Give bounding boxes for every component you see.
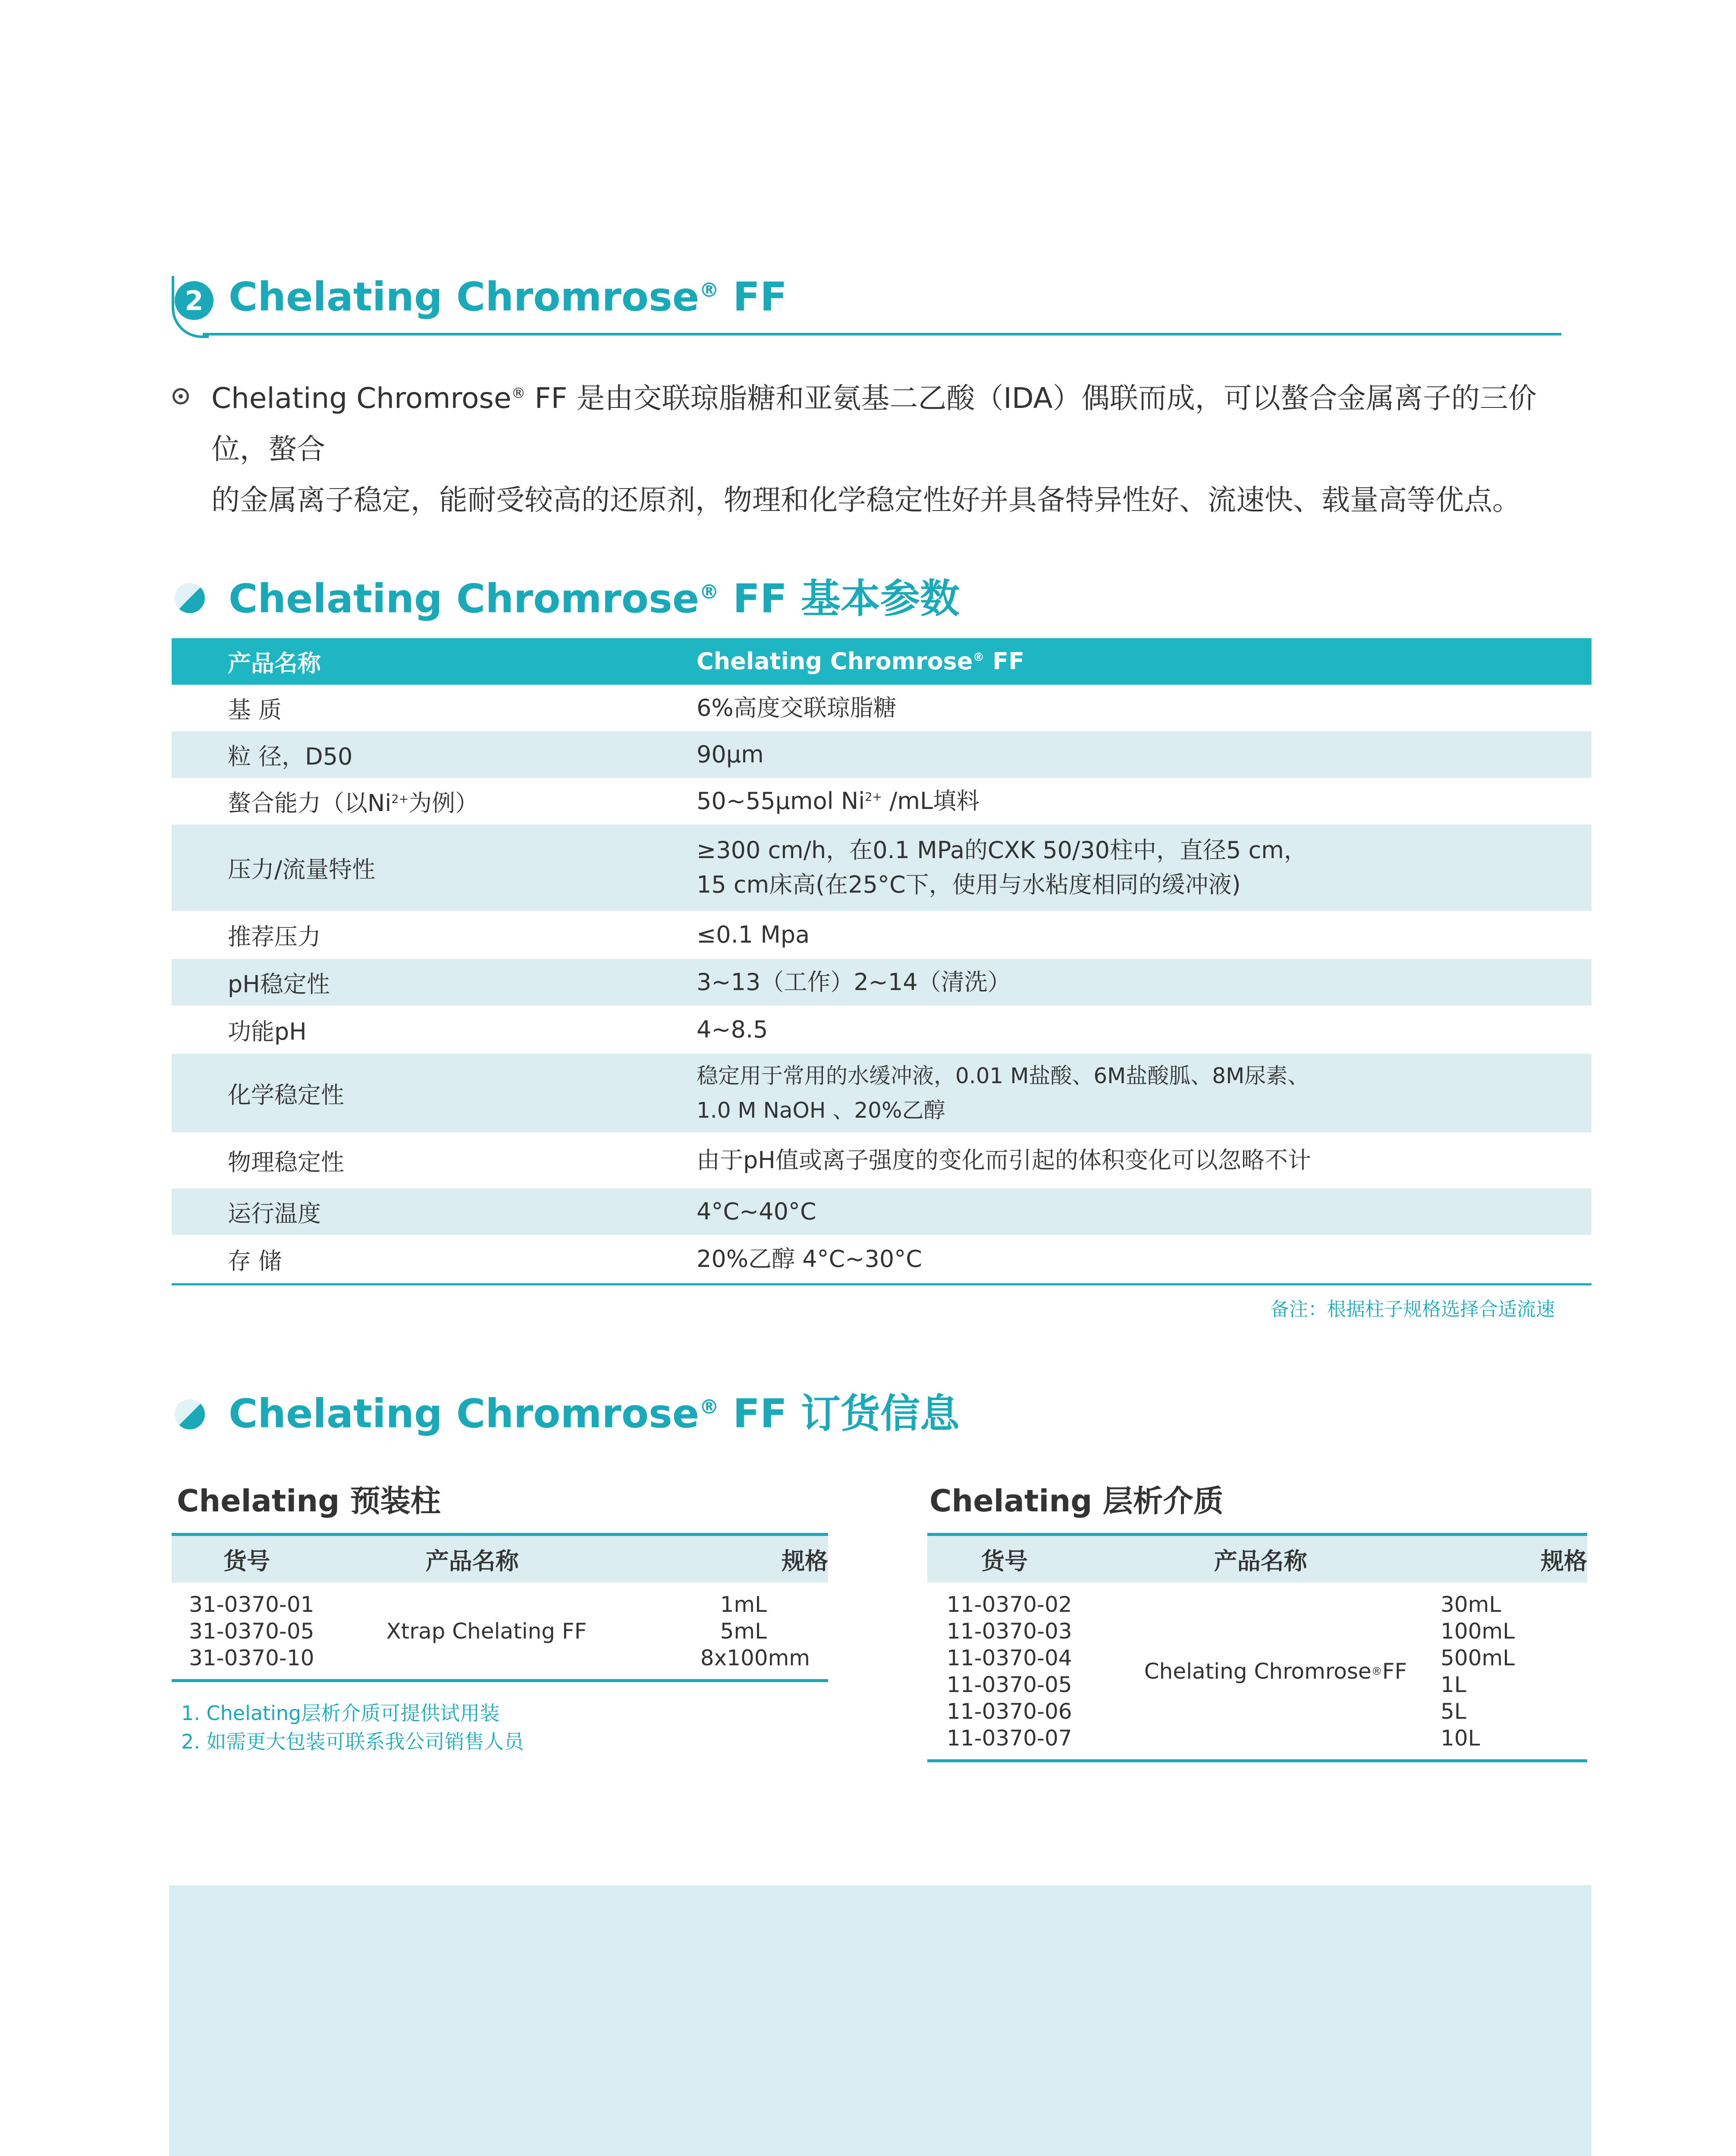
section-number: 2 xyxy=(185,285,204,317)
heading-underline xyxy=(203,333,1561,335)
bullet-icon xyxy=(173,388,189,404)
table-row: pH稳定性 3~13（工作）2~14（清洗） xyxy=(172,959,1592,1006)
table-row: 粒 径，D50 90μm xyxy=(172,731,1592,778)
sku-column: 11-0370-02 11-0370-03 11-0370-04 11-0370-05 11-0370-06 11-0370-07 xyxy=(947,1592,1072,1751)
spec-column: 1mL 5mL 8x100mm xyxy=(700,1592,810,1670)
section-title-ordering: Chelating Chromrose® FF 订货信息 xyxy=(229,1391,960,1437)
spec-column: 30mL 100mL 500mL 1L 5L 10L xyxy=(1441,1592,1515,1751)
note-item: 2. 如需更大包装可联系我公司销售人员 xyxy=(181,1730,524,1753)
media-table-header: 货号 产品名称 规格 xyxy=(927,1536,1587,1583)
product-name-cell: Chelating Chromrose ® FF xyxy=(1144,1659,1407,1684)
intro-line-1: Chelating Chromrose® FF 是由交联琼脂糖和亚氨基二乙酸（IDA）偶联而成，可以螯合金属离子的三价位，螯合 xyxy=(211,382,1537,466)
note-item: 1. Chelating层析介质可提供试用装 xyxy=(181,1702,500,1725)
blank-panel xyxy=(169,1885,1592,2156)
table-row: 化学稳定性 稳定用于常用的水缓冲液，0.01 M盐酸、6M盐酸胍、8M尿素、 1.0 M NaOH 、20%乙醇 xyxy=(172,1054,1592,1132)
table-row: 运行温度 4°C~40°C xyxy=(172,1188,1592,1235)
table-row: 螯合能力（以$Ni^{2+}$为例） 50~55μmol $Ni^{2+}$ /mL填料 xyxy=(228,787,980,817)
section-title-params: Chelating Chromrose® FF 基本参数 xyxy=(229,576,960,622)
params-table-header: 产品名称 Chelating Chromrose® FF xyxy=(172,638,1592,685)
table-row: 压力/流量特性 ≥300 cm/h，在0.1 MPa的CXK 50/30柱中，直径5 cm， 15 cm床高(在25°C下，使用与水粘度相同的缓冲液) xyxy=(172,824,1592,911)
table-row: 功能pH 4~8.5 xyxy=(228,1016,768,1045)
table-row: 推荐压力 ≤0.1 Mpa xyxy=(228,921,810,950)
media-table-body xyxy=(927,1583,1587,1759)
leaf-icon xyxy=(175,1399,205,1429)
prepacked-table-body xyxy=(172,1583,828,1679)
ordering-notes xyxy=(181,1699,524,1756)
table-row: 存 储 20%乙醇 4°C~30°C xyxy=(228,1245,922,1275)
intro-line-2: 的金属离子稳定，能耐受较高的还原剂，物理和化学稳定性好并具备特异性好、流速快、载量高等优点。 xyxy=(211,483,1521,517)
table-bottom-rule xyxy=(172,1283,1592,1285)
intro-paragraph xyxy=(211,373,1574,526)
product-name-cell: Xtrap Chelating FF xyxy=(386,1619,587,1644)
params-note: 备注：根据柱子规格选择合适流速 xyxy=(1270,1298,1555,1320)
media-title: Chelating 层析介质 xyxy=(929,1483,1224,1519)
prepacked-table xyxy=(172,1533,828,1682)
params-table xyxy=(172,638,1592,1285)
leaf-icon xyxy=(175,583,205,613)
prepacked-title: Chelating 预装柱 xyxy=(177,1483,441,1519)
table-row: 基 质 6%高度交联琼脂糖 xyxy=(228,694,897,724)
section-number-badge xyxy=(175,281,213,320)
table-row: 物理稳定性 由于pH值或离子强度的变化而引起的体积变化可以忽略不计 xyxy=(228,1147,1311,1176)
sku-column: 31-0370-01 31-0370-05 31-0370-10 xyxy=(189,1592,314,1670)
section-title-main: Chelating Chromrose® FF xyxy=(229,274,787,320)
prepacked-table-header: 货号 产品名称 规格 xyxy=(172,1536,828,1583)
media-table xyxy=(927,1533,1587,1762)
